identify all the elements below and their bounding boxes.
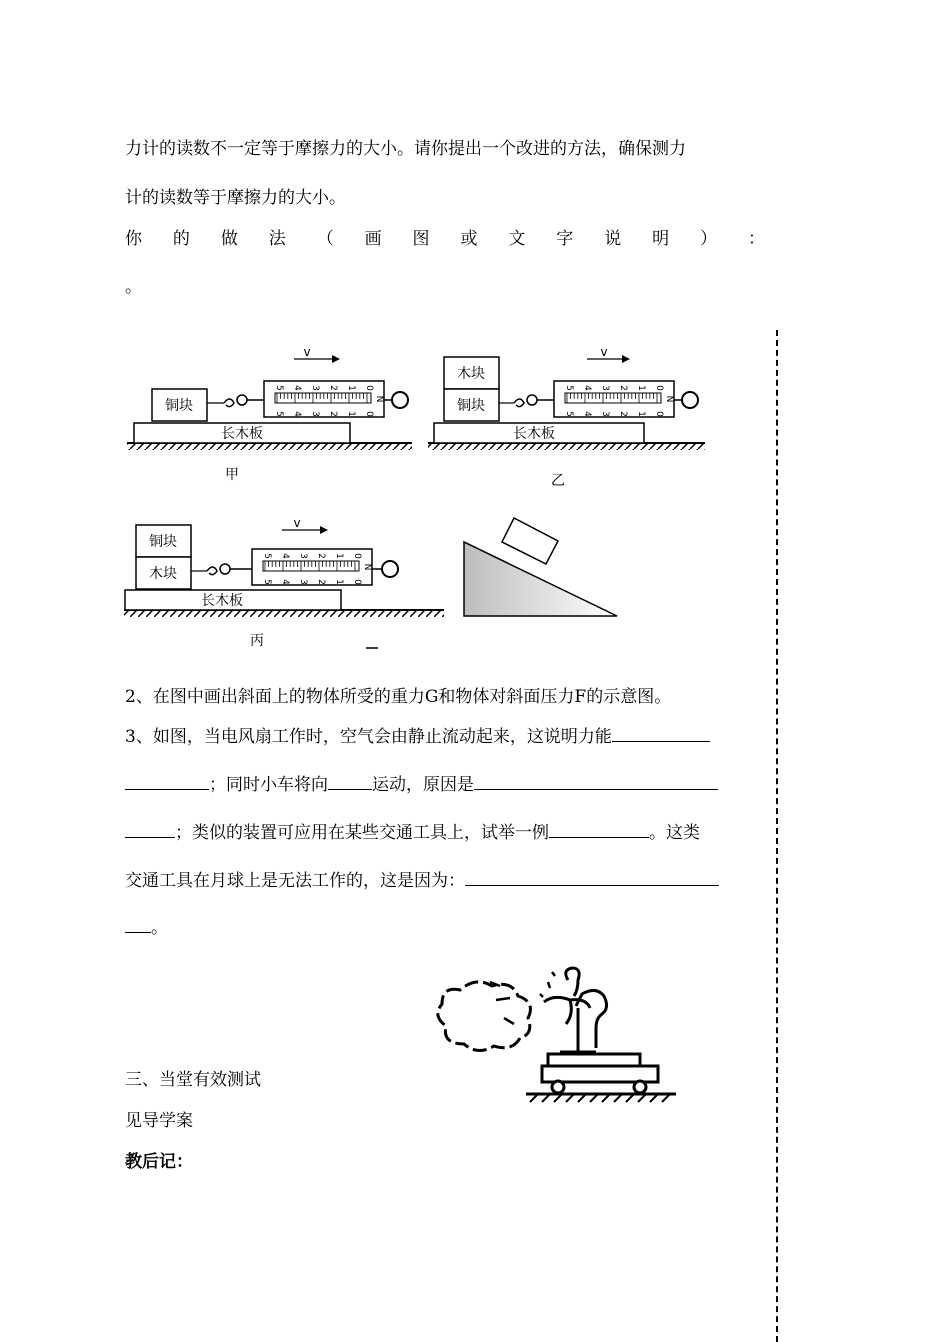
scale-number: 0: [364, 411, 374, 417]
scale-number: 0: [364, 385, 374, 391]
scale-unit: N: [664, 395, 674, 403]
svg-text:v: v: [293, 516, 301, 530]
scale-number: 2: [316, 553, 326, 559]
scale-number: 4: [280, 579, 290, 585]
friction-experiment-figure: [122, 345, 707, 657]
scale-number: 4: [280, 553, 290, 559]
method-line: 你 的 做 法 （ 画 图 或 文 字 说 明 ） ：: [125, 229, 765, 249]
scale-number: 0: [654, 385, 664, 391]
setup-jia: [127, 345, 412, 483]
scale-number: 5: [274, 411, 284, 417]
scale-number: 3: [600, 385, 610, 391]
board-label: 长木板: [221, 426, 263, 442]
see-guide-text: 见导学案: [125, 1111, 193, 1131]
question-3-line4: 交通工具在月球上是无法工作的，这是因为：: [125, 866, 719, 891]
scale-number: 5: [564, 385, 574, 391]
section-3-heading: 三、当堂有效测试: [125, 1070, 261, 1090]
scale-number: 4: [292, 411, 302, 417]
answer-blank[interactable]: [465, 869, 719, 886]
scale-number: 1: [346, 385, 356, 391]
scale-number: 3: [298, 579, 308, 585]
after-class-notes-heading: 教后记：: [125, 1152, 193, 1172]
scale-number: 3: [600, 411, 610, 417]
scale-number: 1: [636, 411, 646, 417]
scale-number: 1: [334, 553, 344, 559]
block-on-incline: [502, 518, 558, 564]
fan-icon: [540, 968, 607, 1052]
answer-blank[interactable]: [549, 821, 649, 838]
scale-number: 1: [636, 385, 646, 391]
scale-number: 2: [618, 411, 628, 417]
svg-text:铜块: 铜块: [165, 398, 193, 414]
scale-number: 4: [292, 385, 302, 391]
wheel-icon: [552, 1081, 564, 1093]
fan-base: [548, 1054, 640, 1066]
scale-number: 4: [582, 411, 592, 417]
text-line: 计的读数等于摩擦力的大小。: [125, 188, 346, 208]
answer-blank[interactable]: [125, 821, 175, 838]
scale-number: 3: [310, 411, 320, 417]
svg-text:v: v: [303, 345, 311, 359]
scale-number: 2: [328, 385, 338, 391]
scale-number: 5: [262, 553, 272, 559]
question-3-line5: 。: [125, 913, 168, 938]
wheel-icon: [634, 1081, 646, 1093]
scale-unit: N: [362, 563, 372, 571]
svg-text:丙: 丙: [250, 633, 264, 649]
answer-blank[interactable]: [125, 916, 151, 933]
scale-number: 2: [316, 579, 326, 585]
scale-number: 5: [274, 385, 284, 391]
question-3-line2: ；同时小车将向 运动，原因是: [125, 770, 718, 795]
svg-text:长木板: 长木板: [513, 426, 555, 442]
answer-blank[interactable]: [125, 773, 209, 790]
answer-blank[interactable]: [612, 725, 710, 742]
svg-text:甲: 甲: [225, 467, 239, 483]
air-flow-cloud: [438, 982, 531, 1051]
scale-number: 0: [654, 411, 664, 417]
scale-number: 2: [328, 411, 338, 417]
scale-number: 1: [346, 411, 356, 417]
text-line: 力计的读数不一定等于摩擦力的大小。请你提出一个改进的方法，确保测力: [125, 139, 686, 159]
setup-bing: [124, 516, 444, 649]
svg-text:木块: 木块: [149, 566, 177, 582]
scale-number: 0: [352, 579, 362, 585]
svg-text:乙: 乙: [551, 473, 565, 489]
incline-figure: [464, 518, 617, 616]
question-3-line1: 3、如图，当电风扇工作时，空气会由静止流动起来，这说明力能: [125, 722, 710, 747]
scale-number: 1: [334, 579, 344, 585]
svg-text:铜块: 铜块: [149, 534, 177, 550]
answer-blank[interactable]: [474, 773, 718, 790]
arrow-right-icon: [332, 355, 340, 363]
margin-dashed-line: [776, 330, 778, 1342]
question-2: 2、在图中画出斜面上的物体所受的重力G和物体对斜面压力F的示意图。: [125, 687, 672, 707]
scale-number: 0: [352, 553, 362, 559]
svg-text:木块: 木块: [457, 366, 485, 382]
scale-number: 3: [310, 385, 320, 391]
scale-number: 5: [262, 579, 272, 585]
svg-text:v: v: [600, 345, 608, 359]
scale-number: 2: [618, 385, 628, 391]
scale-number: 3: [298, 553, 308, 559]
scale-unit: N: [374, 395, 384, 403]
scale-number: 4: [582, 385, 592, 391]
ring-icon: [392, 392, 408, 408]
end-mark: 。: [125, 277, 142, 297]
scale-number: 5: [564, 411, 574, 417]
question-3-line3: ；类似的装置可应用在某些交通工具上，试举一例 。这类: [125, 818, 700, 843]
svg-text:长木板: 长木板: [201, 593, 243, 609]
fan-cart-figure: [430, 960, 690, 1110]
answer-blank[interactable]: [328, 773, 372, 790]
setup-yi: [428, 345, 705, 489]
svg-text:铜块: 铜块: [457, 398, 485, 414]
hook-icon: [224, 399, 234, 407]
